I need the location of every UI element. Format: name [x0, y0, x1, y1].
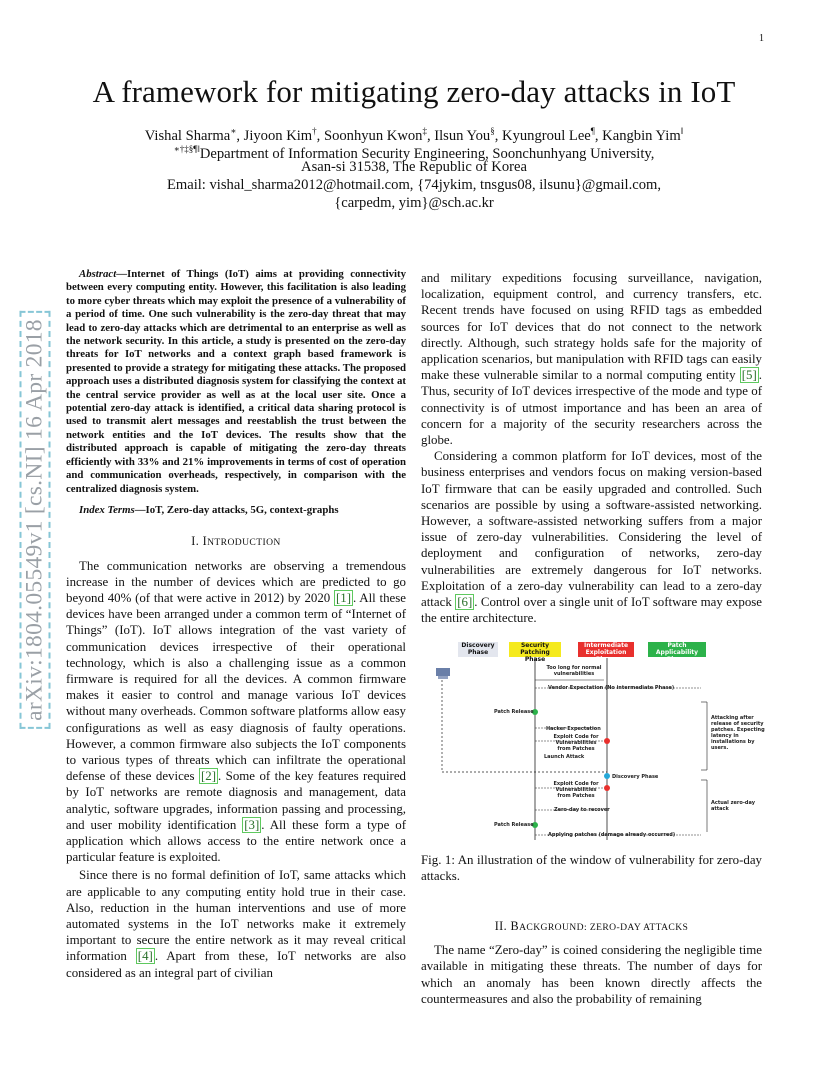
background-paragraph-1: The name “Zero-day” is coined considering the negligible time available in mitigating these threats. The number of days for which an anomaly has been known directly affects the countermeasures and also the probability of remaining: [421, 943, 762, 1006]
computer-icon: [436, 668, 450, 676]
affiliation-line-2: Asan-si 31538, The Republic of Korea: [301, 159, 527, 175]
section-heading-introduction: [66, 533, 406, 551]
author-mark: †: [312, 126, 317, 136]
exploit-dot: [604, 738, 610, 744]
author-mark: ‖: [680, 126, 684, 136]
section-number: II.: [494, 919, 508, 933]
citation-link[interactable]: [4]: [137, 949, 153, 964]
citation-link[interactable]: [2]: [200, 769, 216, 784]
author-line: Vishal Sharma∗, Jiyoon Kim†, Soonhyun Kwon‡, Ilsun You§, Kyungroul Lee¶, Kangbin Yim‖: [144, 126, 684, 144]
label-zero-day-recover: Zero-day to recover: [554, 807, 610, 813]
author-name: Kangbin Yim: [602, 127, 681, 144]
label-discovery-phase: Discovery Phase: [612, 774, 659, 780]
index-terms-text: —IoT, Zero-day attacks, 5G, context-graphs: [134, 503, 339, 516]
phase-patch-applicability: Patch Applicability Phase: [648, 642, 706, 657]
author-mark: ∗: [230, 126, 237, 136]
label-exploit-code-2: Exploit Code for Vulnerabilities from Patches: [553, 781, 599, 799]
section-title-initial: B: [510, 919, 520, 933]
author-mark: ‡: [422, 126, 427, 136]
page-number: 1: [759, 33, 764, 44]
citation-link[interactable]: [5]: [741, 368, 757, 383]
left-column: [66, 268, 406, 981]
label-patch-release-2: Patch Release: [494, 822, 534, 828]
citation-link[interactable]: [6]: [457, 595, 473, 610]
author-name: Ilsun You: [434, 127, 491, 144]
author-name: Jiyoon Kim: [243, 127, 313, 144]
right-column: [421, 270, 762, 626]
abstract-text: —Internet of Things (IoT) aims at providing connectivity between every computing entity. However, this facilitation is also leading to more cyber threats which may exploit the presence of a vulnerability of a period of time. One such vulnerability is the zero-day threat that may lead to zero-day attacks which are detrimental to an enterprise as well as the network security. In this article, a study is presented on the zero-day threats for IoT networks and a context graph based framework is presented to provide a strategy for mitigating these attacks. The proposed approach uses a distributed diagnosis system for classifying the context at the central service provider as well as at the local user site. Once a potential zero-day attack is identified, a critical data sharing protocol is used to transmit alert messages and reestablish the trust between the network entities and the IoT devices. The results show that the distributed approach is capable of mitigating the zero-day threats efficiently with 33% and 21% improvements in terms of cost of operation and communication overheads, respectively, in comparison with the centralized diagnosis system.: [66, 268, 406, 495]
label-applying-patches: Applying patches (damage already occurred): [548, 832, 676, 838]
affiliation-text: Department of Information Security Engineering, Soonchunhyang University,: [199, 145, 655, 162]
author-name: Soonhyun Kwon: [323, 127, 423, 144]
arxiv-stamp: [10, 260, 60, 780]
paper-title: A framework for mitigating zero-day attacks in IoT: [92, 74, 736, 109]
label-vendor-expectation: Vendor Expectation (No intermediate Phase): [548, 685, 675, 691]
figure-caption: Fig. 1: An illustration of the window of vulnerability for zero-day attacks.: [421, 853, 762, 884]
phase-security-patching: Security Patching Phase: [509, 642, 561, 657]
section-title-initial: I: [202, 534, 208, 549]
arxiv-stamp-text: arXiv:1804.05549v1 [cs.NI] 16 Apr 2018: [20, 311, 51, 729]
abstract: [66, 268, 406, 496]
email-line-2: {carpedm, yim}@sch.ac.kr: [334, 195, 494, 211]
section-title-rest: ACKGROUND: ZERO-DAY ATTACKS: [519, 922, 689, 933]
label-patch-release-1: Patch Release: [494, 709, 534, 715]
intro-paragraph-2: Since there is no formal definition of IoT, same attacks which are applicable to any computing entity hold true in their case. Also, reduction in the human interventions and use of more automated systems in the IoT networks make it extremely important to secure the entire network as it may reveal critical information [4] . Apart from these, IoT networks are also considered as an integral part of civilian: [66, 868, 406, 980]
intro-paragraph-3: and military expeditions focusing surveillance, navigation, localization, equipment control, and currency transfers, etc. Recent trends have focused on using RFID tags as embedded sources for IoT devices that do not connect to the network directly. Although, such strategy holds safe for the majority of application scenarios, but manipulation with RFID tags can easily make these vulnerable similar to a normal computing entity [5] . Thus, security of IoT devices irrespective of the mode and type of connectivity is of utmost importance and has been an area of concern for a majority of the security researchers across the globe.: [421, 271, 762, 448]
author-mark: ¶: [590, 126, 595, 136]
phase-discovery: Discovery Phase: [458, 642, 498, 657]
citation-link[interactable]: [3]: [244, 817, 260, 832]
index-terms: [66, 504, 406, 517]
author-name: Kyungroul Lee: [502, 127, 591, 144]
section-number: I.: [191, 534, 200, 549]
exploit-dot: [604, 785, 610, 791]
author-mark: §: [490, 126, 495, 136]
label-too-long: Too long for normal vulnerabilities: [546, 665, 602, 677]
label-actual-zero-day: Actual zero-day attack: [711, 800, 755, 812]
label-launch-attack: Launch Attack: [544, 754, 585, 760]
section-title-rest: NTRODUCTION: [207, 537, 281, 549]
discovery-dot: [604, 773, 610, 779]
citation-link[interactable]: [1]: [336, 590, 352, 605]
label-hacker-expectation: Hacker Expectation: [546, 726, 601, 732]
section-heading-background: [421, 918, 762, 936]
affiliation-marks: ∗†‡§¶‖: [173, 144, 200, 154]
label-attacking-after-release: Attacking after release of security patches. Expecting latency in installations by users.: [711, 715, 765, 751]
email-line-1: Email: vishal_sharma2012@hotmail.com, {74jykim, tnsgus08, ilsunu}@gmail.com,: [166, 177, 662, 193]
label-exploit-code-1: Exploit Code for Vulnerabilities from Patches: [553, 734, 599, 752]
index-terms-label: Index Terms: [79, 503, 135, 516]
figure-1: [436, 640, 771, 845]
author-name: Vishal Sharma: [144, 127, 231, 144]
intro-paragraph-1: The communication networks are observing a tremendous increase in the number of devices which are predicted to go beyond 40% (of that were active in 2012) by 2020 [1] . All these devices have been arranged under a common term of “Internet of Things” (IoT). IoT allows integration of the vast variety of communication devices irrespective of their operational technology, which is also a challenging issue as a common firmware is required for all the devices. A common firmware makes it easier to control and manage various IoT devices without many overheads. Common software platforms allow easy configurations as well as easy diagnosis of faulty operations. However, a common firmware also subjects the IoT components to various types of threats which can infiltrate the operational defense of these devices [2] . Some of the key features required by IoT networks are remote diagnosis and management, data analytic, software upgrades, information passing and processing, and user mobility identification [3] . All these form a type of application which allows access to the entire network once a particular feature is exploited.: [66, 558, 406, 865]
abstract-label: Abstract: [79, 268, 117, 280]
intro-paragraph-4: Considering a common platform for IoT devices, most of the business enterprises and vendors focus on making version-based IoT firmware that can be easily upgraded and controlled. Such scenarios are possible by using a software-assisted networking. However, a software-assisted networking suffers from a major issue of zero-day vulnerabilities. Considering the level of deployment and configuration of networks, zero-day vulnerabilities are extremely dangerous for IoT networks. Exploitation of a zero-day vulnerability can lead to a zero-day attack [6] . Control over a single unit of IoT software may expose the entire architecture.: [421, 449, 763, 626]
phase-intermediate-exploitation: Intermediate Exploitation Phase: [578, 642, 634, 657]
right-column-lower: [421, 918, 762, 1007]
